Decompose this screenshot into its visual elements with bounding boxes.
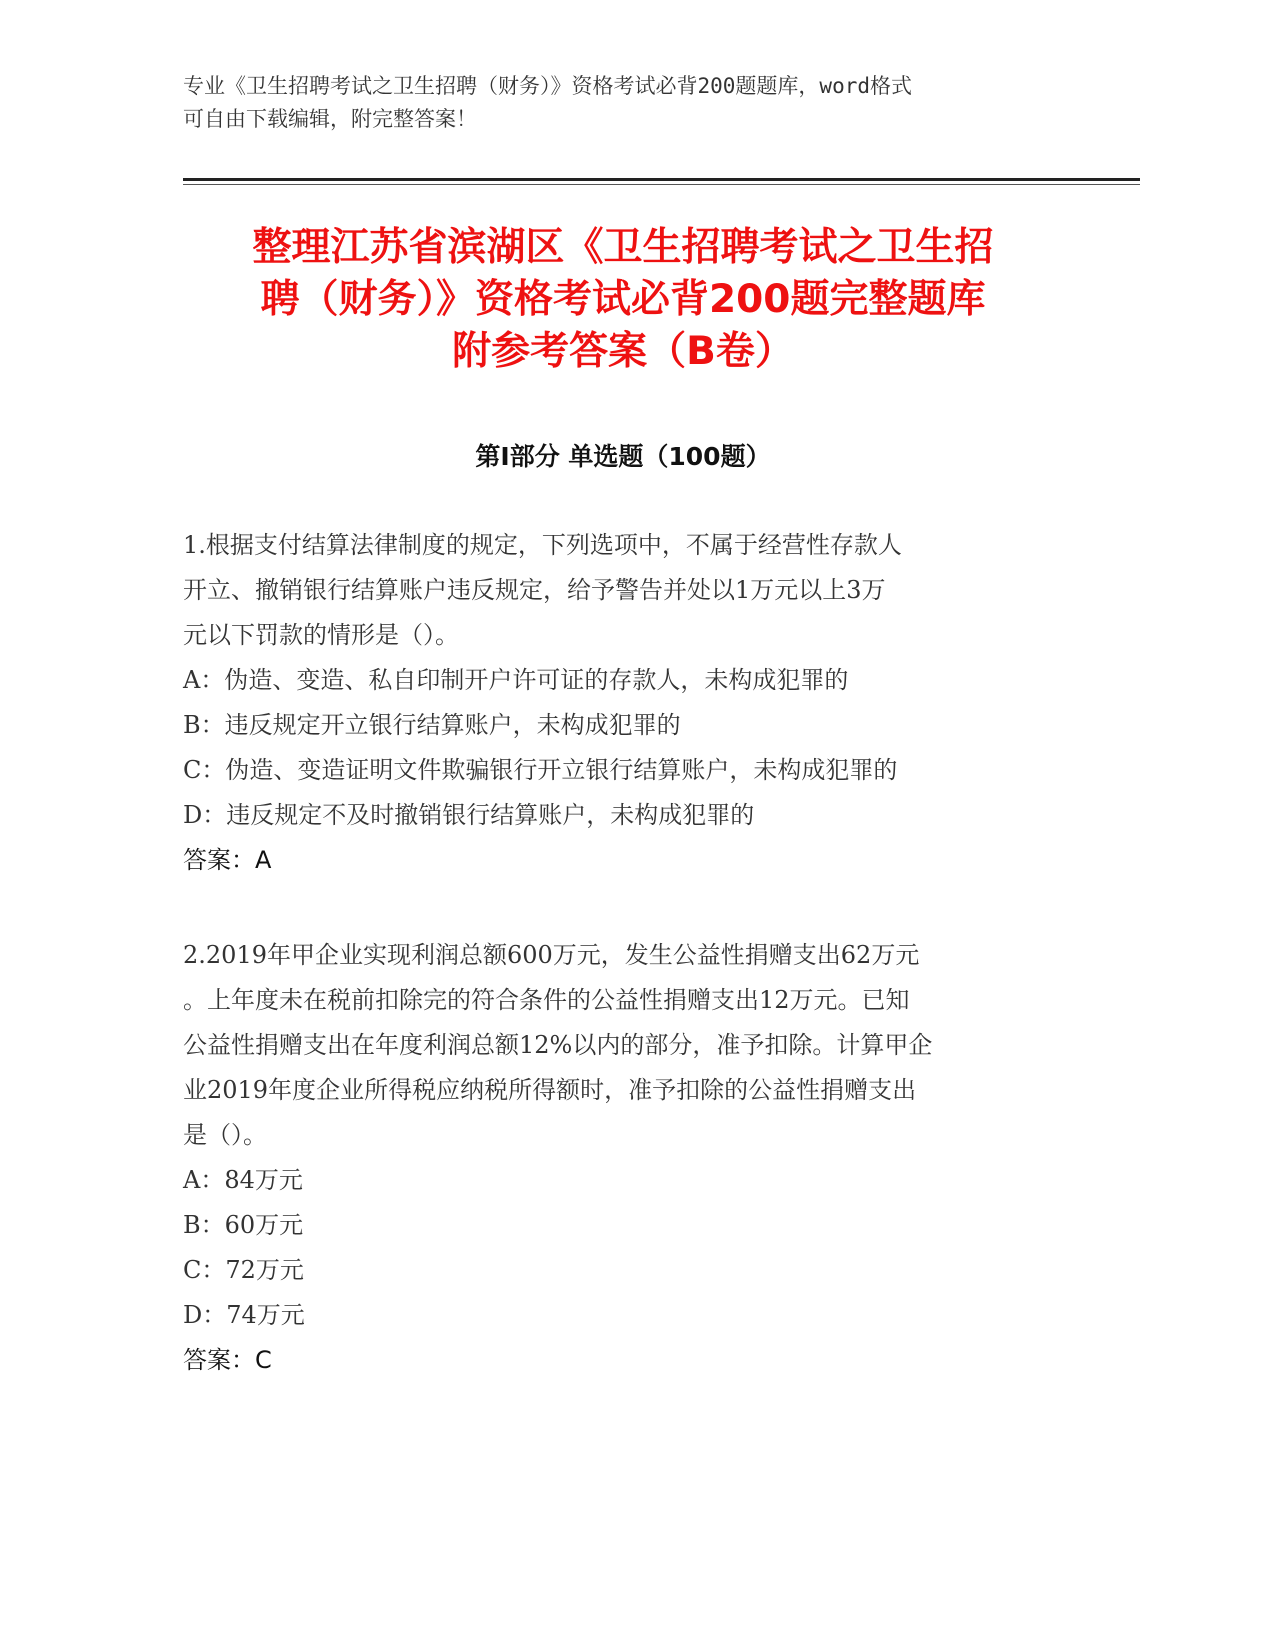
option-d: D：74万元 <box>183 1301 305 1329</box>
document-title <box>183 222 1063 378</box>
question-2 <box>183 933 1083 1383</box>
section-heading: 第I部分 单选题（100题） <box>475 442 771 471</box>
question-stem-line: 。上年度未在税前扣除完的符合条件的公益性捐赠支出12万元。已知 <box>183 986 910 1014</box>
title-line: 附参考答案（B卷） <box>452 329 794 374</box>
question-stem-line: 开立、撤销银行结算账户违反规定，给予警告并处以1万元以上3万 <box>183 576 886 604</box>
title-line: 聘（财务）》资格考试必背200题完整题库 <box>260 277 986 322</box>
option-d: D：违反规定不及时撤销银行结算账户，未构成犯罪的 <box>183 801 755 829</box>
question-stem-line: 业2019年度企业所得税应纳税所得额时，准予扣除的公益性捐赠支出 <box>183 1076 917 1104</box>
question-stem-line: 公益性捐赠支出在年度利润总额12%以内的部分，准予扣除。计算甲企 <box>183 1031 933 1059</box>
question-stem-line: 元以下罚款的情形是（）。 <box>183 621 459 649</box>
answer-label: 答案：C <box>183 1346 272 1374</box>
question-1 <box>183 523 1083 883</box>
option-a: A：伪造、变造、私自印制开户许可证的存款人，未构成犯罪的 <box>183 666 849 694</box>
question-stem-line: 是（）。 <box>183 1121 267 1149</box>
header-note <box>183 70 1063 136</box>
header-divider <box>183 178 1140 181</box>
header-note-line: 专业《卫生招聘考试之卫生招聘（财务）》资格考试必背200题题库，word格式 <box>183 74 912 98</box>
header-divider-thin <box>183 184 1140 185</box>
answer-label: 答案：A <box>183 846 272 874</box>
option-a: A：84万元 <box>183 1166 303 1194</box>
question-stem-line: 1.根据支付结算法律制度的规定，下列选项中，不属于经营性存款人 <box>183 531 902 559</box>
header-note-line: 可自由下载编辑，附完整答案！ <box>183 107 477 131</box>
question-stem-line: 2.2019年甲企业实现利润总额600万元，发生公益性捐赠支出62万元 <box>183 941 920 969</box>
option-c: C：72万元 <box>183 1256 304 1284</box>
option-b: B：违反规定开立银行结算账户，未构成犯罪的 <box>183 711 681 739</box>
option-b: B：60万元 <box>183 1211 304 1239</box>
option-c: C：伪造、变造证明文件欺骗银行开立银行结算账户，未构成犯罪的 <box>183 756 898 784</box>
title-line: 整理江苏省滨湖区《卫生招聘考试之卫生招 <box>252 225 994 270</box>
